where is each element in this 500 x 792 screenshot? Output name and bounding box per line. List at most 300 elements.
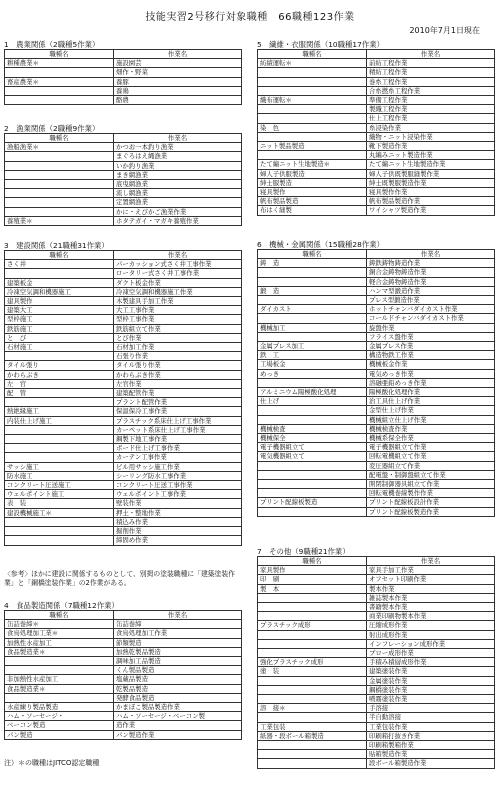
table-row bbox=[258, 713, 495, 722]
table-row bbox=[258, 685, 495, 694]
table-row bbox=[258, 332, 495, 341]
table-row bbox=[258, 434, 495, 443]
section-title: 3 建設関係（21職種31作業） bbox=[4, 241, 109, 250]
work-cell: 缶詰巻締 bbox=[114, 620, 242, 629]
table-row bbox=[5, 499, 242, 508]
occupation-cell bbox=[258, 277, 367, 286]
work-cell: 機械検査作業 bbox=[367, 424, 495, 433]
section-title: 5 繊維・衣服関係（10職種17作業） bbox=[257, 40, 384, 49]
work-cell: 回転電機巻線製作作業 bbox=[367, 489, 495, 498]
table-row bbox=[258, 452, 495, 461]
table-header-row bbox=[258, 557, 495, 566]
occupation-cell: 織布運転＊ bbox=[258, 96, 367, 105]
table-header-row bbox=[5, 50, 242, 59]
work-cell: ブロー成形作業 bbox=[367, 649, 495, 658]
table-row bbox=[5, 161, 242, 170]
table-row bbox=[258, 369, 495, 378]
table-header-row bbox=[5, 251, 242, 260]
work-cell: 建築塗装作業 bbox=[367, 667, 495, 676]
table-row bbox=[5, 86, 242, 95]
work-cell: 合糸撚糸工程作業 bbox=[367, 86, 495, 95]
table-row bbox=[258, 507, 495, 516]
occupation-cell: 機械加工 bbox=[258, 323, 367, 332]
column-header: 職種名 bbox=[5, 50, 114, 59]
table-row bbox=[258, 114, 495, 123]
occupation-cell bbox=[258, 695, 367, 704]
work-cell: 冷凍空気調和機器施工作業 bbox=[114, 287, 242, 296]
job-table bbox=[4, 610, 242, 740]
occupation-cell: たて編ニット生地製造＊ bbox=[258, 160, 367, 169]
work-cell: ホットチャンバダイカスト作業 bbox=[367, 305, 495, 314]
table-row bbox=[258, 105, 495, 114]
table-row bbox=[258, 178, 495, 187]
occupation-cell: 鉄 工 bbox=[258, 351, 367, 360]
occupation-cell: 石材施工 bbox=[5, 343, 114, 352]
work-cell: 木製建具手加工作業 bbox=[114, 297, 242, 306]
occupation-cell bbox=[258, 86, 367, 95]
table-row bbox=[5, 517, 242, 526]
occupation-cell: 鉄筋施工 bbox=[5, 324, 114, 333]
occupation-cell bbox=[258, 132, 367, 141]
work-cell: 糸浸染作業 bbox=[367, 123, 495, 132]
occupation-cell: 寝具製作 bbox=[258, 188, 367, 197]
work-cell: 塩蔵品製造 bbox=[114, 675, 242, 684]
table-row bbox=[258, 342, 495, 351]
job-table bbox=[4, 250, 242, 546]
occupation-cell: 缶詰巻締＊ bbox=[5, 620, 114, 629]
work-cell: 雑誌製本作業 bbox=[367, 593, 495, 602]
section-textile bbox=[257, 40, 495, 216]
work-cell: タイル張り作業 bbox=[114, 361, 242, 370]
table-row bbox=[5, 471, 242, 480]
occupation-cell bbox=[258, 685, 367, 694]
table-row bbox=[258, 197, 495, 206]
occupation-cell: 帆布製品製造 bbox=[258, 197, 367, 206]
occupation-cell: 畜産農業＊ bbox=[5, 77, 114, 86]
work-cell: 変圧器組立て作業 bbox=[367, 461, 495, 470]
work-cell: 節類製造 bbox=[114, 638, 242, 647]
table-row bbox=[258, 268, 495, 277]
section-title: 4 食品製造関係（7職種12作業） bbox=[4, 601, 119, 610]
occupation-cell: 配 管 bbox=[5, 389, 114, 398]
work-cell: パン製造作業 bbox=[114, 730, 242, 739]
section-food bbox=[4, 601, 242, 740]
work-cell: 壁装作業 bbox=[114, 499, 242, 508]
column-header: 職種名 bbox=[5, 611, 114, 620]
work-cell: 左官作業 bbox=[114, 379, 242, 388]
occupation-cell: 仕上げ bbox=[258, 397, 367, 406]
occupation-cell: 熱絶縁施工 bbox=[5, 407, 114, 416]
table-row bbox=[5, 361, 242, 370]
occupation-cell: 紡績運転＊ bbox=[258, 59, 367, 68]
table-row bbox=[258, 360, 495, 369]
work-cell: 準備工程作業 bbox=[367, 96, 495, 105]
work-cell: 精紡工程作業 bbox=[367, 68, 495, 77]
occupation-cell: 機械保全 bbox=[258, 434, 367, 443]
work-cell: 建築配管作業 bbox=[114, 389, 242, 398]
work-cell: 電気めっき作業 bbox=[367, 369, 495, 378]
occupation-cell bbox=[258, 507, 367, 516]
work-cell: 発酵食品製造 bbox=[114, 693, 242, 702]
occupation-cell bbox=[5, 453, 114, 462]
work-cell: コールドチャンバダイカスト作業 bbox=[367, 314, 495, 323]
table-row bbox=[5, 389, 242, 398]
table-row bbox=[5, 306, 242, 315]
table-row bbox=[5, 638, 242, 647]
table-row bbox=[258, 142, 495, 151]
occupation-cell bbox=[5, 198, 114, 207]
work-cell: 酪農 bbox=[114, 96, 242, 105]
work-cell: インフレーション成形作業 bbox=[367, 639, 495, 648]
work-cell: ワイシャツ製造作業 bbox=[367, 206, 495, 215]
occupation-cell bbox=[258, 68, 367, 77]
occupation-cell bbox=[258, 151, 367, 160]
work-cell: 底曳網漁業 bbox=[114, 180, 242, 189]
occupation-cell: 建具製作 bbox=[5, 297, 114, 306]
occupation-cell bbox=[258, 741, 367, 750]
work-cell: 回転電機組立て作業 bbox=[367, 452, 495, 461]
occupation-cell bbox=[5, 161, 114, 170]
occupation-cell bbox=[258, 649, 367, 658]
occupation-cell: かわらぶき bbox=[5, 370, 114, 379]
work-cell: フライス盤作業 bbox=[367, 332, 495, 341]
work-cell: 紳士既製服製造作業 bbox=[367, 178, 495, 187]
table-row bbox=[5, 216, 242, 225]
table-row bbox=[258, 206, 495, 215]
work-cell: ウェルポイント工事作業 bbox=[114, 490, 242, 499]
page-title: 技能実習2号移行対象職種 66職種123作業 bbox=[145, 12, 355, 23]
occupation-cell bbox=[258, 480, 367, 489]
occupation-cell: 家具製作 bbox=[258, 566, 367, 575]
work-cell: 射出成形作業 bbox=[367, 630, 495, 639]
occupation-cell bbox=[258, 332, 367, 341]
table-row bbox=[258, 676, 495, 685]
work-cell: 仕上工程作業 bbox=[367, 114, 495, 123]
work-cell: 掘削作業 bbox=[114, 527, 242, 536]
section-other bbox=[257, 547, 495, 769]
table-row bbox=[258, 695, 495, 704]
work-cell: 畑作・野菜 bbox=[114, 68, 242, 77]
work-cell: 金型仕上げ作業 bbox=[367, 406, 495, 415]
column-header: 職種名 bbox=[258, 250, 367, 259]
occupation-cell: 食鳥処理加工業＊ bbox=[5, 629, 114, 638]
work-cell: プレス型鍛造作業 bbox=[367, 296, 495, 305]
column-header: 作業名 bbox=[114, 50, 242, 59]
occupation-cell bbox=[5, 536, 114, 545]
occupation-cell: 加熱性水産加工 bbox=[5, 638, 114, 647]
table-row bbox=[258, 86, 495, 95]
table-row bbox=[5, 278, 242, 287]
table-row bbox=[258, 489, 495, 498]
section-construction bbox=[4, 241, 242, 546]
table-row bbox=[5, 77, 242, 86]
table-row bbox=[258, 132, 495, 141]
work-cell: 貼箱製造作業 bbox=[367, 750, 495, 759]
occupation-cell: コンクリート圧送施工 bbox=[5, 481, 114, 490]
occupation-cell: 食品製造業＊ bbox=[5, 684, 114, 693]
table-row bbox=[258, 277, 495, 286]
table-row bbox=[5, 96, 242, 105]
occupation-cell: ウェルポイント施工 bbox=[5, 490, 114, 499]
work-cell: 前紡工程作業 bbox=[367, 59, 495, 68]
table-row bbox=[258, 188, 495, 197]
work-cell: 靴下製造作業 bbox=[367, 142, 495, 151]
table-row bbox=[258, 415, 495, 424]
table-row bbox=[258, 96, 495, 105]
work-cell: かに・えびかご漁業作業 bbox=[114, 207, 242, 216]
occupation-cell: 婦人子供服製造 bbox=[258, 169, 367, 178]
work-cell: 鋳鉄鋳物鋳造作業 bbox=[367, 259, 495, 268]
table-row bbox=[5, 352, 242, 361]
occupation-cell bbox=[258, 676, 367, 685]
occupation-cell: アルミニウム陽極酸化処理 bbox=[258, 388, 367, 397]
work-cell: 締固め作業 bbox=[114, 536, 242, 545]
table-row bbox=[5, 398, 242, 407]
work-cell: 加熱乾製品製造 bbox=[114, 647, 242, 656]
occupation-cell: さく井 bbox=[5, 260, 114, 269]
occupation-cell: 塗 装 bbox=[258, 667, 367, 676]
occupation-cell bbox=[5, 693, 114, 702]
table-row bbox=[5, 693, 242, 702]
table-row bbox=[258, 731, 495, 740]
table-row bbox=[258, 630, 495, 639]
table-row bbox=[258, 704, 495, 713]
occupation-cell: 漁船漁業＊ bbox=[5, 143, 114, 152]
work-cell: たて編ニット生地製造作業 bbox=[367, 160, 495, 169]
table-header-row bbox=[258, 250, 495, 259]
work-cell: 構造物鉄工作業 bbox=[367, 351, 495, 360]
work-cell: 書籍製本作業 bbox=[367, 603, 495, 612]
work-cell: プラント配管作業 bbox=[114, 398, 242, 407]
work-cell: 機械系保全作業 bbox=[367, 434, 495, 443]
work-cell: 開閉制御器具組立て作業 bbox=[367, 480, 495, 489]
table-row bbox=[258, 296, 495, 305]
occupation-cell bbox=[258, 296, 367, 305]
table-row bbox=[5, 730, 242, 739]
table-row bbox=[258, 566, 495, 575]
work-cell: 鋼製下地工事作業 bbox=[114, 435, 242, 444]
table-row bbox=[5, 684, 242, 693]
work-cell: 施設園芸 bbox=[114, 59, 242, 68]
work-cell: パーカッション式さく井工事作業 bbox=[114, 260, 242, 269]
table-header-row bbox=[5, 134, 242, 143]
table-row bbox=[258, 575, 495, 584]
work-cell: 鉄筋組立て作業 bbox=[114, 324, 242, 333]
footnote: 注）＊の職種はJITCO認定職種 bbox=[4, 759, 100, 767]
occupation-cell: 強化プラスチック成形 bbox=[258, 658, 367, 667]
work-cell: 寝具製作作業 bbox=[367, 188, 495, 197]
work-cell: とび作業 bbox=[114, 333, 242, 342]
occupation-cell bbox=[258, 114, 367, 123]
table-row bbox=[5, 152, 242, 161]
occupation-cell bbox=[5, 269, 114, 278]
table-row bbox=[258, 649, 495, 658]
table-row bbox=[258, 286, 495, 295]
work-cell: 織物・ニット浸染作業 bbox=[367, 132, 495, 141]
occupation-cell: タイル張り bbox=[5, 361, 114, 370]
section-fishery bbox=[4, 124, 242, 226]
work-cell: 保温保冷工事作業 bbox=[114, 407, 242, 416]
table-row bbox=[5, 453, 242, 462]
table-row bbox=[258, 461, 495, 470]
table-row bbox=[258, 741, 495, 750]
table-row bbox=[258, 160, 495, 169]
occupation-cell: 建設機械施工＊ bbox=[5, 508, 114, 517]
occupation-cell bbox=[258, 415, 367, 424]
column-header: 作業名 bbox=[367, 557, 495, 566]
work-cell: 鋼橋塗装作業 bbox=[367, 685, 495, 694]
work-cell: 手溶接 bbox=[367, 704, 495, 713]
work-cell: 噴霧塗装作業 bbox=[367, 695, 495, 704]
column-header: 作業名 bbox=[367, 50, 495, 59]
occupation-cell: サッシ施工 bbox=[5, 462, 114, 471]
table-row bbox=[258, 750, 495, 759]
table-row bbox=[5, 527, 242, 536]
table-row bbox=[258, 470, 495, 479]
work-cell: ダクト板金作業 bbox=[114, 278, 242, 287]
section-agriculture bbox=[4, 40, 242, 105]
occupation-cell: 左 官 bbox=[5, 379, 114, 388]
occupation-cell: 製 本 bbox=[258, 584, 367, 593]
table-row bbox=[5, 315, 242, 324]
table-row bbox=[258, 498, 495, 507]
construction-note: 〈参考〉ほかに建設に関係するものとして、別掲の塗装職種に「建築塗装作業」と「鋼橋塗装作業」の2作業がある。 bbox=[4, 570, 235, 587]
occupation-cell: 鍛 造 bbox=[258, 286, 367, 295]
occupation-cell: 布はく縫製 bbox=[258, 206, 367, 215]
table-row bbox=[258, 68, 495, 77]
work-cell: 大工工事作業 bbox=[114, 306, 242, 315]
work-cell: 積込み作業 bbox=[114, 517, 242, 526]
work-cell: 乾製品製造 bbox=[114, 684, 242, 693]
column-header: 作業名 bbox=[114, 611, 242, 620]
job-table bbox=[257, 249, 495, 517]
occupation-cell bbox=[258, 489, 367, 498]
occupation-cell bbox=[258, 470, 367, 479]
job-table bbox=[4, 133, 242, 226]
occupation-cell bbox=[258, 593, 367, 602]
work-cell: ハンマ型鍛造作業 bbox=[367, 286, 495, 295]
occupation-cell bbox=[5, 189, 114, 198]
work-cell: 帆布製品製造作業 bbox=[367, 197, 495, 206]
work-cell: プリント配線板製造作業 bbox=[367, 507, 495, 516]
table-row bbox=[258, 59, 495, 68]
work-cell: ボード仕上げ工事作業 bbox=[114, 444, 242, 453]
table-row bbox=[5, 370, 242, 379]
occupation-cell bbox=[5, 657, 114, 666]
work-cell: 銅合金鋳物鋳造作業 bbox=[367, 268, 495, 277]
table-row bbox=[5, 207, 242, 216]
occupation-cell: 型枠施工 bbox=[5, 315, 114, 324]
occupation-cell bbox=[258, 314, 367, 323]
occupation-cell bbox=[5, 444, 114, 453]
work-cell: プラスチック系床仕上げ工事作業 bbox=[114, 416, 242, 425]
work-cell: 丸編みニット製造作業 bbox=[367, 151, 495, 160]
work-cell: 製本作業 bbox=[367, 584, 495, 593]
work-cell: 金属塗装作業 bbox=[367, 676, 495, 685]
job-table bbox=[4, 49, 242, 105]
work-cell: かまぼこ製品製造作業 bbox=[114, 703, 242, 712]
occupation-cell: 防水施工 bbox=[5, 471, 114, 480]
table-row bbox=[5, 647, 242, 656]
work-cell: 軽合金鋳物鋳造作業 bbox=[367, 277, 495, 286]
section-title: 6 機械・金属関係（15職種28作業） bbox=[257, 240, 384, 249]
work-cell: 機械組立仕上げ作業 bbox=[367, 415, 495, 424]
work-cell: 溶融亜鉛めっき作業 bbox=[367, 378, 495, 387]
section-machinery bbox=[257, 240, 495, 517]
table-header-row bbox=[258, 50, 495, 59]
table-row bbox=[5, 481, 242, 490]
occupation-cell bbox=[5, 170, 114, 179]
occupation-cell bbox=[258, 603, 367, 612]
occupation-cell: 耕種農業＊ bbox=[5, 59, 114, 68]
work-cell: 印刷箱製箱作業 bbox=[367, 741, 495, 750]
work-cell: 巻糸工程作業 bbox=[367, 77, 495, 86]
table-row bbox=[5, 343, 242, 352]
table-row bbox=[258, 351, 495, 360]
column-header: 職種名 bbox=[5, 251, 114, 260]
table-row bbox=[258, 639, 495, 648]
work-cell: 圧縮成形作業 bbox=[367, 621, 495, 630]
table-row bbox=[258, 658, 495, 667]
table-row bbox=[258, 397, 495, 406]
table-row bbox=[5, 721, 242, 730]
table-row bbox=[5, 68, 242, 77]
column-header: 作業名 bbox=[114, 134, 242, 143]
occupation-cell bbox=[258, 639, 367, 648]
table-row bbox=[5, 170, 242, 179]
occupation-cell: 紳士服製造 bbox=[258, 178, 367, 187]
work-cell: 型枠工事作業 bbox=[114, 315, 242, 324]
column-header: 作業名 bbox=[114, 251, 242, 260]
occupation-cell: 染 色 bbox=[258, 123, 367, 132]
section-title: 2 漁業関係（2職種9作業） bbox=[4, 124, 100, 133]
occupation-cell: 電子機器組立て bbox=[258, 443, 367, 452]
table-row bbox=[258, 123, 495, 132]
work-cell: 旋盤作業 bbox=[367, 323, 495, 332]
table-row bbox=[258, 378, 495, 387]
occupation-cell: 紙器・段ボール箱製造 bbox=[258, 731, 367, 740]
occupation-cell bbox=[258, 461, 367, 470]
occupation-cell: プリント配線板製造 bbox=[258, 498, 367, 507]
occupation-cell: 食品製造業＊ bbox=[5, 647, 114, 656]
table-row bbox=[5, 379, 242, 388]
work-cell: 押土・整地作業 bbox=[114, 508, 242, 517]
occupation-cell bbox=[258, 77, 367, 86]
work-cell: 半自動溶接 bbox=[367, 713, 495, 722]
work-cell: ビル用サッシ施工作業 bbox=[114, 462, 242, 471]
table-row bbox=[258, 722, 495, 731]
table-row bbox=[5, 287, 242, 296]
table-row bbox=[258, 424, 495, 433]
work-cell: 婦人子供既製服縫製作業 bbox=[367, 169, 495, 178]
table-row bbox=[258, 151, 495, 160]
date-label: 2010年7月1日現在 bbox=[409, 26, 480, 35]
table-row bbox=[5, 333, 242, 342]
section-title: 7 その他（9職種21作業） bbox=[257, 547, 350, 556]
work-cell: 手積み積層成形作業 bbox=[367, 658, 495, 667]
occupation-cell: 機械検査 bbox=[258, 424, 367, 433]
table-row bbox=[258, 169, 495, 178]
table-row bbox=[258, 584, 495, 593]
table-row bbox=[258, 314, 495, 323]
occupation-cell bbox=[5, 398, 114, 407]
work-cell: 機械板金作業 bbox=[367, 360, 495, 369]
occupation-cell bbox=[5, 96, 114, 105]
work-cell: まぐろはえ縄漁業 bbox=[114, 152, 242, 161]
work-cell: カーテン工事作業 bbox=[114, 453, 242, 462]
occupation-cell bbox=[5, 666, 114, 675]
column-header: 作業名 bbox=[367, 250, 495, 259]
